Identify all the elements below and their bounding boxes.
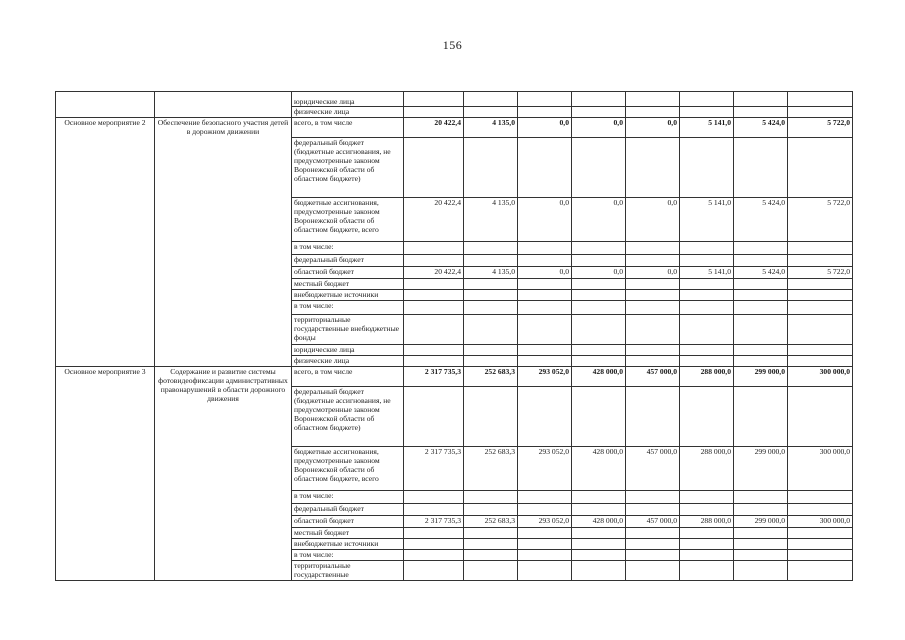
value-cell: 20 422,4 [404,198,464,242]
value-cell: 0,0 [518,118,572,138]
value-cell: 4 135,0 [464,267,518,279]
table-row [56,118,853,138]
source-label: территориальные государственные внебюджетные фонды [292,315,404,345]
value-cell: 252 683,3 [464,516,518,528]
value-cell: 0,0 [626,118,680,138]
value-cell: 457 000,0 [626,367,680,387]
value-cell: 5 141,0 [680,198,734,242]
value-cell: 4 135,0 [464,118,518,138]
source-label: федеральный бюджет (бюджетные ассигнования, не предусмотренные законом Воронежской области об областном бюджете) [292,138,404,198]
source-label: в том числе: [292,242,404,255]
value-cell: 252 683,3 [464,367,518,387]
value-cell: 428 000,0 [572,367,626,387]
table-row [56,367,853,387]
measure-name: Содержание и развитие системы фотовидеофиксации административных правонарушений в области дорожного движения [155,367,292,581]
source-label: в том числе: [292,550,404,561]
value-cell: 299 000,0 [734,367,788,387]
value-cell: 20 422,4 [404,267,464,279]
table-row [56,92,853,107]
source-label: федеральный бюджет (бюджетные ассигнования, не предусмотренные законом Воронежской области об областном бюджете) [292,387,404,447]
value-cell: 288 000,0 [680,447,734,491]
source-label: юридические лица [292,345,404,356]
value-cell: 2 317 735,3 [404,367,464,387]
value-cell: 5 722,0 [788,267,853,279]
budget-table [55,91,853,581]
value-cell: 300 000,0 [788,367,853,387]
source-label: всего, в том числе [292,118,404,138]
value-cell: 299 000,0 [734,516,788,528]
value-cell: 5 141,0 [680,267,734,279]
value-cell: 0,0 [518,267,572,279]
measure-name: Обеспечение безопасного участия детей в дорожном движении [155,118,292,367]
value-cell: 20 422,4 [404,118,464,138]
value-cell: 288 000,0 [680,516,734,528]
value-cell: 4 135,0 [464,198,518,242]
value-cell: 5 722,0 [788,198,853,242]
value-cell: 293 052,0 [518,367,572,387]
source-label: местный бюджет [292,528,404,539]
value-cell: 300 000,0 [788,516,853,528]
value-cell: 300 000,0 [788,447,853,491]
value-cell: 0,0 [572,118,626,138]
value-cell: 293 052,0 [518,516,572,528]
value-cell: 5 424,0 [734,267,788,279]
value-cell: 457 000,0 [626,447,680,491]
value-cell: 252 683,3 [464,447,518,491]
value-cell: 0,0 [626,198,680,242]
value-cell: 288 000,0 [680,367,734,387]
source-label: в том числе: [292,491,404,504]
source-label: в том числе: [292,301,404,315]
source-label: территориальные государственные [292,561,404,581]
value-cell: 428 000,0 [572,447,626,491]
source-label: областной бюджет [292,516,404,528]
measure-type: Основное мероприятие 2 [56,118,155,367]
value-cell: 2 317 735,3 [404,447,464,491]
value-cell: 5 424,0 [734,118,788,138]
value-cell: 5 424,0 [734,198,788,242]
value-cell: 457 000,0 [626,516,680,528]
source-label: всего, в том числе [292,367,404,387]
value-cell: 0,0 [626,267,680,279]
source-label: физические лица [292,356,404,367]
source-label: местный бюджет [292,279,404,290]
source-label: внебюджетные источники [292,539,404,550]
measure-type: Основное мероприятие 3 [56,367,155,581]
value-cell: 5 141,0 [680,118,734,138]
value-cell: 2 317 735,3 [404,516,464,528]
value-cell: 293 052,0 [518,447,572,491]
source-label: внебюджетные источники [292,290,404,301]
source-label: юридические лица [292,92,404,107]
source-label: федеральный бюджет [292,255,404,267]
page-number: 156 [442,38,463,52]
source-label: бюджетные ассигнования, предусмотренные законом Воронежской области об областном бюджете, всего [292,447,404,491]
value-cell: 5 722,0 [788,118,853,138]
source-label: бюджетные ассигнования, предусмотренные законом Воронежской области об областном бюджете, всего [292,198,404,242]
source-label: федеральный бюджет [292,504,404,516]
value-cell: 299 000,0 [734,447,788,491]
source-label: физические лица [292,107,404,118]
value-cell: 0,0 [572,198,626,242]
value-cell: 0,0 [572,267,626,279]
value-cell: 0,0 [518,198,572,242]
source-label: областной бюджет [292,267,404,279]
value-cell: 428 000,0 [572,516,626,528]
